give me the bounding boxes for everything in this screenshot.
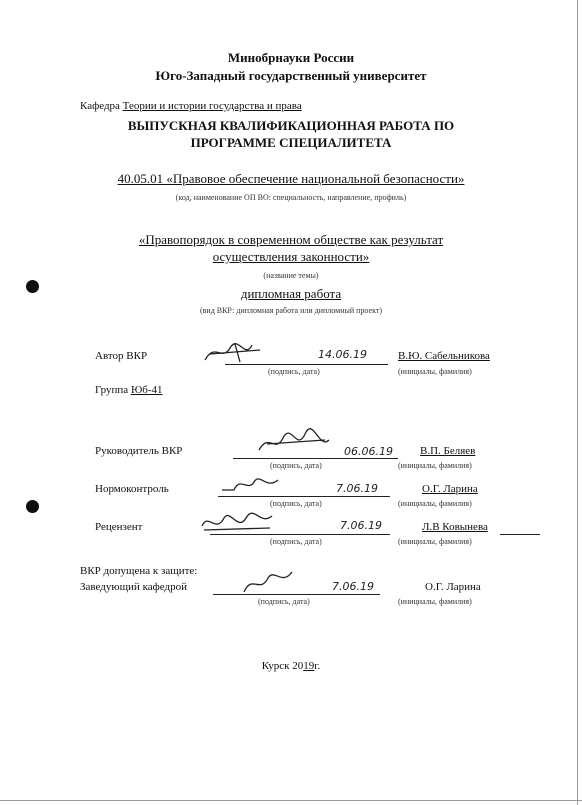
year-end: г. bbox=[314, 660, 321, 672]
work-title-line1: ВЫПУСКНАЯ КВАЛИФИКАЦИОННАЯ РАБОТА ПО bbox=[127, 118, 455, 133]
name-caption: (инициалы, фамилия) bbox=[398, 537, 472, 546]
handwritten-signature bbox=[238, 564, 298, 598]
group-label: Группа bbox=[95, 384, 129, 396]
page-edge-bottom bbox=[0, 800, 582, 801]
ministry-name: Минобрнауки России bbox=[227, 50, 355, 65]
group-value: Юб-41 bbox=[130, 384, 163, 396]
role-label: Нормоконтроль bbox=[95, 483, 169, 495]
role-label: Заведующий кафедрой bbox=[80, 581, 187, 593]
handwritten-signature bbox=[218, 472, 288, 498]
person-name: В.П. Беляев bbox=[420, 445, 476, 457]
signature-date: 14.06.19 bbox=[318, 348, 367, 361]
signature-caption: (подпись, дата) bbox=[270, 537, 322, 546]
binder-hole-icon bbox=[26, 500, 39, 513]
role-label: Рецензент bbox=[95, 521, 143, 533]
group-line bbox=[95, 384, 163, 396]
signature-caption: (подпись, дата) bbox=[270, 499, 322, 508]
name-caption: (инициалы, фамилия) bbox=[398, 367, 472, 376]
signature-date: 7.06.19 bbox=[340, 519, 382, 532]
person-name: О.Г. Ларина bbox=[425, 581, 481, 593]
city-year bbox=[0, 660, 582, 672]
topic-line2: осуществления законности» bbox=[212, 249, 370, 264]
signature-date: 06.06.19 bbox=[344, 445, 393, 458]
signature-caption: (подпись, дата) bbox=[268, 367, 320, 376]
work-type: дипломная работа bbox=[240, 286, 342, 301]
work-title-line2: ПРОГРАММЕ СПЕЦИАЛИТЕТА bbox=[190, 135, 392, 150]
name-caption: (инициалы, фамилия) bbox=[398, 597, 472, 606]
signature-caption: (подпись, дата) bbox=[258, 597, 310, 606]
city-year-prefix: Курск 20 bbox=[261, 660, 304, 672]
role-label: Руководитель ВКР bbox=[95, 445, 183, 457]
person-name: Л.В Ковынева bbox=[422, 521, 488, 533]
name-caption: (инициалы, фамилия) bbox=[398, 499, 472, 508]
handwritten-signature bbox=[255, 428, 335, 458]
person-name: О.Г. Ларина bbox=[422, 483, 478, 495]
signature-caption: (подпись, дата) bbox=[270, 461, 322, 470]
person-name: В.Ю. Сабельникова bbox=[398, 350, 490, 362]
department-label: Кафедра bbox=[80, 100, 120, 112]
program-code-name: 40.05.01 «Правовое обеспечение национальной безопасности» bbox=[117, 171, 465, 186]
name-caption: (инициалы, фамилия) bbox=[398, 461, 472, 470]
role-label: Автор ВКР bbox=[95, 350, 148, 362]
year-suffix: 19 bbox=[303, 660, 315, 672]
department-line bbox=[80, 100, 302, 112]
signature-date: 7.06.19 bbox=[332, 580, 374, 593]
topic-caption: (название темы) bbox=[263, 271, 319, 280]
university-name: Юго-Западный государственный университет bbox=[155, 68, 427, 83]
admission-label: ВКР допущена к защите: bbox=[80, 565, 198, 577]
work-type-caption: (вид ВКР: дипломная работа или дипломный проект) bbox=[199, 306, 383, 315]
program-caption: (код, наименование ОП ВО: специальность, направление, профиль) bbox=[175, 193, 407, 202]
department-name: Теории и истории государства и права bbox=[122, 100, 302, 112]
topic-line1: «Правопорядок в современном обществе как результат bbox=[138, 232, 444, 247]
signature-date: 7.06.19 bbox=[336, 482, 378, 495]
handwritten-signature bbox=[200, 340, 270, 366]
